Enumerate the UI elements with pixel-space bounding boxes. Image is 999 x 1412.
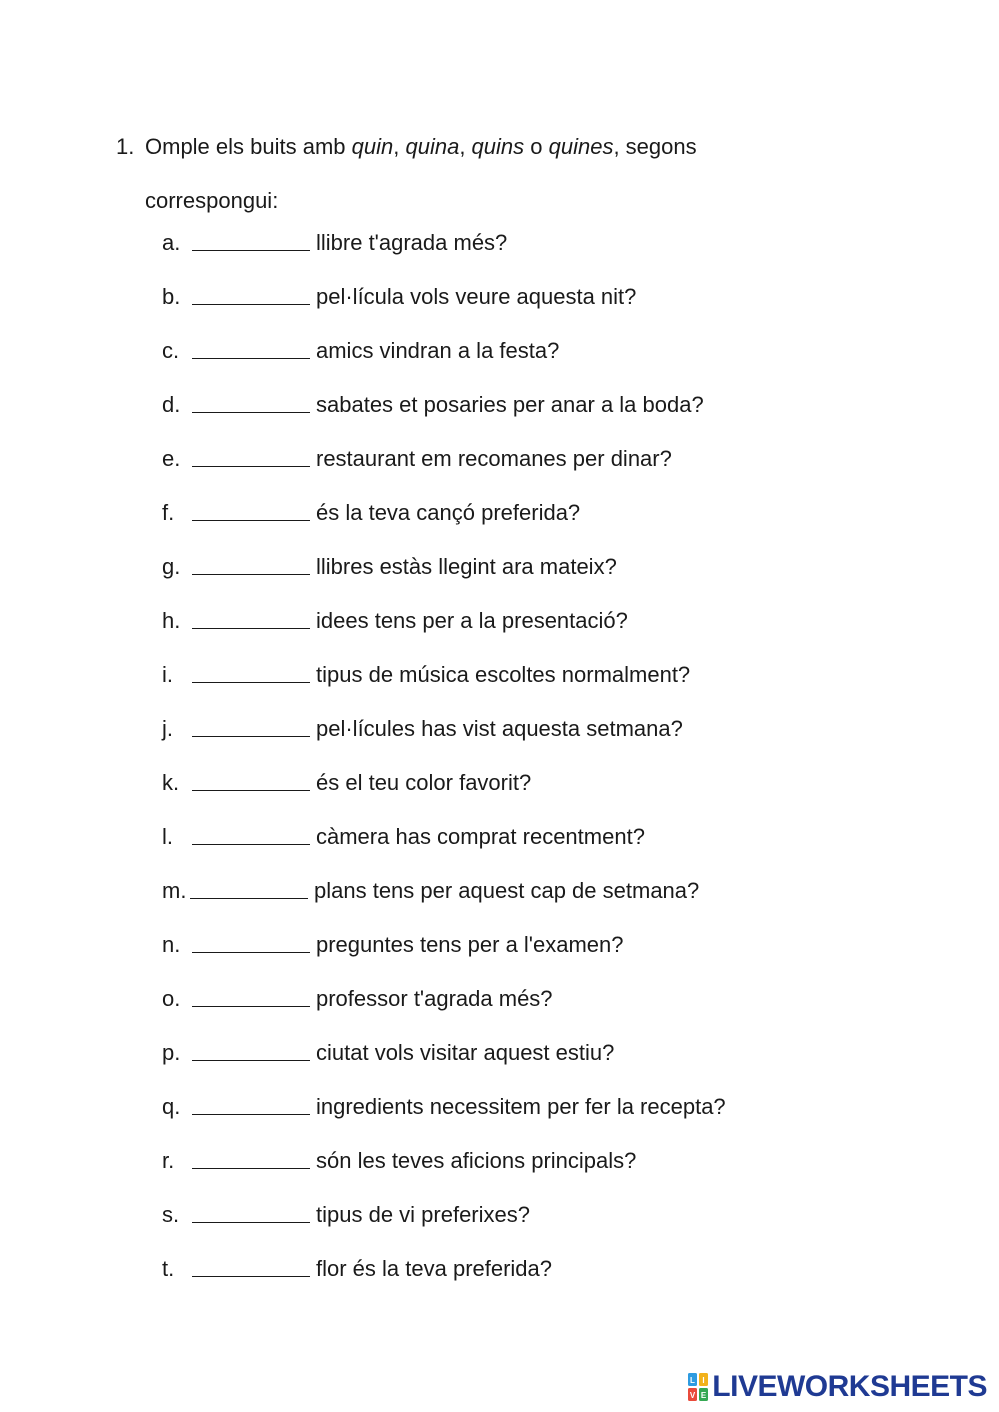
answer-blank[interactable] <box>192 519 310 521</box>
list-item <box>162 594 726 648</box>
svg-text:L: L <box>690 1376 696 1385</box>
list-item <box>162 864 726 918</box>
liveworksheets-logo <box>688 1370 987 1404</box>
answer-blank[interactable] <box>192 843 310 845</box>
item-letter: t. <box>162 1256 175 1281</box>
item-text: amics vindran a la festa? <box>316 338 560 363</box>
answer-blank[interactable] <box>192 465 310 467</box>
list-item <box>162 702 726 756</box>
list-item <box>162 1242 726 1296</box>
answer-blank[interactable] <box>192 1275 310 1277</box>
item-letter: c. <box>162 338 180 363</box>
list-item <box>162 1188 726 1242</box>
item-letter: q. <box>162 1094 181 1119</box>
item-text: tipus de vi preferixes? <box>316 1202 530 1227</box>
list-item <box>162 540 726 594</box>
answer-blank[interactable] <box>192 951 310 953</box>
item-text: és el teu color favorit? <box>316 770 532 795</box>
item-text: preguntes tens per a l'examen? <box>316 932 624 957</box>
item-text: flor és la teva preferida? <box>316 1256 553 1281</box>
item-letter: h. <box>162 608 181 633</box>
item-text: plans tens per aquest cap de setmana? <box>314 878 700 903</box>
svg-text:V: V <box>690 1391 696 1400</box>
list-item <box>162 972 726 1026</box>
answer-blank[interactable] <box>190 897 308 899</box>
item-text: sabates et posaries per anar a la boda? <box>316 392 704 417</box>
item-letter: k. <box>162 770 180 795</box>
answer-blank[interactable] <box>192 573 310 575</box>
item-letter: e. <box>162 446 181 471</box>
item-text: pel·lícules has vist aquesta setmana? <box>316 716 683 741</box>
list-item <box>162 270 726 324</box>
word-quin: quin <box>351 134 394 159</box>
answer-blank[interactable] <box>192 303 310 305</box>
liveworksheets-logo-text: LIVEWORKSHEETS <box>712 1370 987 1403</box>
list-item <box>162 324 726 378</box>
item-text: professor t'agrada més? <box>316 986 553 1011</box>
list-item <box>162 1026 726 1080</box>
item-text: és la teva cançó preferida? <box>316 500 581 525</box>
word-quins: quins <box>471 134 525 159</box>
logo-tiles <box>688 1373 708 1401</box>
answer-blank[interactable] <box>192 1059 310 1061</box>
list-item <box>162 432 726 486</box>
instructions-line-2: correspongui: <box>145 188 279 213</box>
answer-blank[interactable] <box>192 411 310 413</box>
answer-blank[interactable] <box>192 735 310 737</box>
item-letter: s. <box>162 1202 180 1227</box>
answer-blank[interactable] <box>192 1221 310 1223</box>
word-quines: quines <box>548 134 614 159</box>
item-letter: g. <box>162 554 181 579</box>
liveworksheets-logo-icon <box>688 1373 708 1401</box>
svg-text:I: I <box>702 1376 705 1385</box>
item-letter: p. <box>162 1040 181 1065</box>
list-item <box>162 1134 726 1188</box>
answer-blank[interactable] <box>192 627 310 629</box>
item-text: són les teves aficions principals? <box>316 1148 637 1173</box>
list-item <box>162 648 726 702</box>
item-letter: n. <box>162 932 181 957</box>
list-item <box>162 810 726 864</box>
answer-blank[interactable] <box>192 1167 310 1169</box>
item-text: càmera has comprat recentment? <box>316 824 645 849</box>
item-letter: b. <box>162 284 181 309</box>
svg-text:E: E <box>701 1391 707 1400</box>
list-item <box>162 756 726 810</box>
question-number: 1. <box>116 134 135 159</box>
answer-blank[interactable] <box>192 357 310 359</box>
list-item <box>162 216 726 270</box>
item-text: ciutat vols visitar aquest estiu? <box>316 1040 615 1065</box>
list-item <box>162 486 726 540</box>
item-letter: j. <box>162 716 173 741</box>
answer-blank[interactable] <box>192 681 310 683</box>
item-letter: o. <box>162 986 181 1011</box>
instructions-line-1: Omple els buits amb quin, quina, quins o quines, segons <box>145 134 697 159</box>
item-letter: a. <box>162 230 181 255</box>
item-letter: l. <box>162 824 173 849</box>
item-text: pel·lícula vols veure aquesta nit? <box>316 284 637 309</box>
list-item <box>162 1080 726 1134</box>
list-item <box>162 918 726 972</box>
answer-blank[interactable] <box>192 789 310 791</box>
item-text: ingredients necessitem per fer la recepta? <box>316 1094 726 1119</box>
list-item <box>162 378 726 432</box>
question-instructions <box>145 120 785 228</box>
item-text: llibre t'agrada més? <box>316 230 508 255</box>
item-letter: f. <box>162 500 175 525</box>
item-letter: d. <box>162 392 181 417</box>
item-text: tipus de música escoltes normalment? <box>316 662 691 687</box>
word-quina: quina <box>405 134 460 159</box>
answer-blank[interactable] <box>192 1113 310 1115</box>
item-letter: i. <box>162 662 173 687</box>
item-letter: r. <box>162 1148 175 1173</box>
answer-blank[interactable] <box>192 1005 310 1007</box>
item-letter: m. <box>162 878 187 903</box>
answer-blank[interactable] <box>192 249 310 251</box>
item-text: restaurant em recomanes per dinar? <box>316 446 672 471</box>
item-text: llibres estàs llegint ara mateix? <box>316 554 617 579</box>
item-text: idees tens per a la presentació? <box>316 608 628 633</box>
exercise-items-list <box>162 216 726 1296</box>
